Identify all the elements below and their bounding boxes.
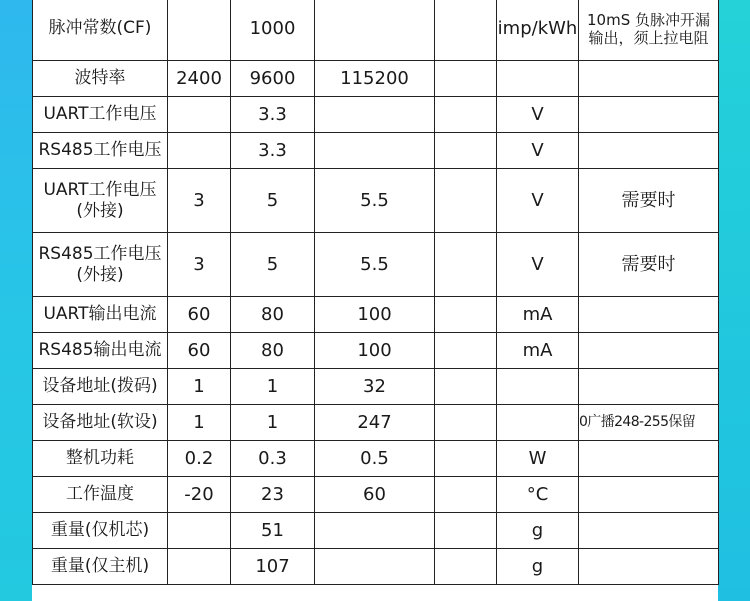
table-row xyxy=(33,405,719,441)
unit-cell: imp/kWh xyxy=(497,0,579,61)
typ-value-cell: 51 xyxy=(231,513,315,549)
param-cell: UART工作电压 (外接) xyxy=(33,169,168,233)
empty-cell xyxy=(435,233,497,297)
min-value-cell: -20 xyxy=(168,477,231,513)
note-cell xyxy=(579,133,719,169)
max-value-cell: 5.5 xyxy=(315,169,435,233)
min-value-cell: 1 xyxy=(168,369,231,405)
min-value-cell: 3 xyxy=(168,233,231,297)
typ-value-cell: 5 xyxy=(231,169,315,233)
table-row xyxy=(33,441,719,477)
max-value-cell: 32 xyxy=(315,369,435,405)
param-cell: RS485工作电压 (外接) xyxy=(33,233,168,297)
param-cell: 波特率 xyxy=(33,61,168,97)
note-cell xyxy=(579,333,719,369)
empty-cell xyxy=(435,61,497,97)
param-cell: 工作温度 xyxy=(33,477,168,513)
min-value-cell xyxy=(168,97,231,133)
unit-cell: °C xyxy=(497,477,579,513)
table-row xyxy=(33,0,719,61)
unit-cell: V xyxy=(497,97,579,133)
empty-cell xyxy=(435,477,497,513)
typ-value-cell: 107 xyxy=(231,549,315,585)
note-cell: 需要时 xyxy=(579,169,719,233)
min-value-cell xyxy=(168,0,231,61)
param-cell: 重量(仅主机) xyxy=(33,549,168,585)
unit-cell: W xyxy=(497,441,579,477)
left-decorative-border xyxy=(0,0,32,601)
min-value-cell: 1 xyxy=(168,405,231,441)
max-value-cell: 247 xyxy=(315,405,435,441)
min-value-cell xyxy=(168,513,231,549)
note-cell xyxy=(579,477,719,513)
max-value-cell: 60 xyxy=(315,477,435,513)
max-value-cell xyxy=(315,133,435,169)
param-cell: 设备地址(拨码) xyxy=(33,369,168,405)
empty-cell xyxy=(435,369,497,405)
table-row xyxy=(33,369,719,405)
typ-value-cell: 0.3 xyxy=(231,441,315,477)
empty-cell xyxy=(435,441,497,477)
unit-cell: g xyxy=(497,513,579,549)
table-row xyxy=(33,513,719,549)
unit-cell xyxy=(497,61,579,97)
max-value-cell: 115200 xyxy=(315,61,435,97)
unit-cell: mA xyxy=(497,333,579,369)
empty-cell xyxy=(435,97,497,133)
note-cell xyxy=(579,97,719,133)
min-value-cell xyxy=(168,549,231,585)
empty-cell xyxy=(435,405,497,441)
param-cell: 重量(仅机芯) xyxy=(33,513,168,549)
unit-cell: V xyxy=(497,133,579,169)
note-cell xyxy=(579,369,719,405)
empty-cell xyxy=(435,513,497,549)
empty-cell xyxy=(435,549,497,585)
table-row xyxy=(33,297,719,333)
table-row xyxy=(33,133,719,169)
table-row xyxy=(33,233,719,297)
note-cell: 10mS 负脉冲开漏 输出，须上拉电阻 xyxy=(579,0,719,61)
typ-value-cell: 3.3 xyxy=(231,133,315,169)
unit-cell: mA xyxy=(497,297,579,333)
unit-cell: g xyxy=(497,549,579,585)
table-row xyxy=(33,61,719,97)
min-value-cell xyxy=(168,133,231,169)
typ-value-cell: 5 xyxy=(231,233,315,297)
param-cell: UART工作电压 xyxy=(33,97,168,133)
empty-cell xyxy=(435,333,497,369)
note-cell: 0广播248-255保留 xyxy=(579,405,719,441)
param-cell: 整机功耗 xyxy=(33,441,168,477)
table-row xyxy=(33,477,719,513)
note-cell xyxy=(579,441,719,477)
param-cell: RS485输出电流 xyxy=(33,333,168,369)
note-cell xyxy=(579,549,719,585)
typ-value-cell: 9600 xyxy=(231,61,315,97)
unit-cell: V xyxy=(497,233,579,297)
typ-value-cell: 1 xyxy=(231,369,315,405)
param-cell: 设备地址(软设) xyxy=(33,405,168,441)
param-cell: RS485工作电压 xyxy=(33,133,168,169)
note-cell xyxy=(579,513,719,549)
table-row xyxy=(33,97,719,133)
right-decorative-border xyxy=(718,0,750,601)
spec-table-body xyxy=(33,0,719,585)
param-cell: 脉冲常数(CF) xyxy=(33,0,168,61)
param-cell: UART输出电流 xyxy=(33,297,168,333)
unit-cell xyxy=(497,369,579,405)
empty-cell xyxy=(435,297,497,333)
max-value-cell xyxy=(315,513,435,549)
empty-cell xyxy=(435,133,497,169)
max-value-cell xyxy=(315,549,435,585)
max-value-cell: 100 xyxy=(315,297,435,333)
table-row xyxy=(33,549,719,585)
min-value-cell: 2400 xyxy=(168,61,231,97)
min-value-cell: 3 xyxy=(168,169,231,233)
max-value-cell: 0.5 xyxy=(315,441,435,477)
max-value-cell xyxy=(315,97,435,133)
max-value-cell xyxy=(315,0,435,61)
min-value-cell: 60 xyxy=(168,333,231,369)
min-value-cell: 60 xyxy=(168,297,231,333)
note-cell xyxy=(579,297,719,333)
typ-value-cell: 1 xyxy=(231,405,315,441)
min-value-cell: 0.2 xyxy=(168,441,231,477)
typ-value-cell: 80 xyxy=(231,333,315,369)
spec-table xyxy=(32,0,719,585)
typ-value-cell: 3.3 xyxy=(231,97,315,133)
typ-value-cell: 1000 xyxy=(231,0,315,61)
note-cell: 需要时 xyxy=(579,233,719,297)
empty-cell xyxy=(435,169,497,233)
typ-value-cell: 23 xyxy=(231,477,315,513)
max-value-cell: 100 xyxy=(315,333,435,369)
unit-cell: V xyxy=(497,169,579,233)
table-row xyxy=(33,169,719,233)
unit-cell xyxy=(497,405,579,441)
max-value-cell: 5.5 xyxy=(315,233,435,297)
note-cell xyxy=(579,61,719,97)
typ-value-cell: 80 xyxy=(231,297,315,333)
table-row xyxy=(33,333,719,369)
empty-cell xyxy=(435,0,497,61)
